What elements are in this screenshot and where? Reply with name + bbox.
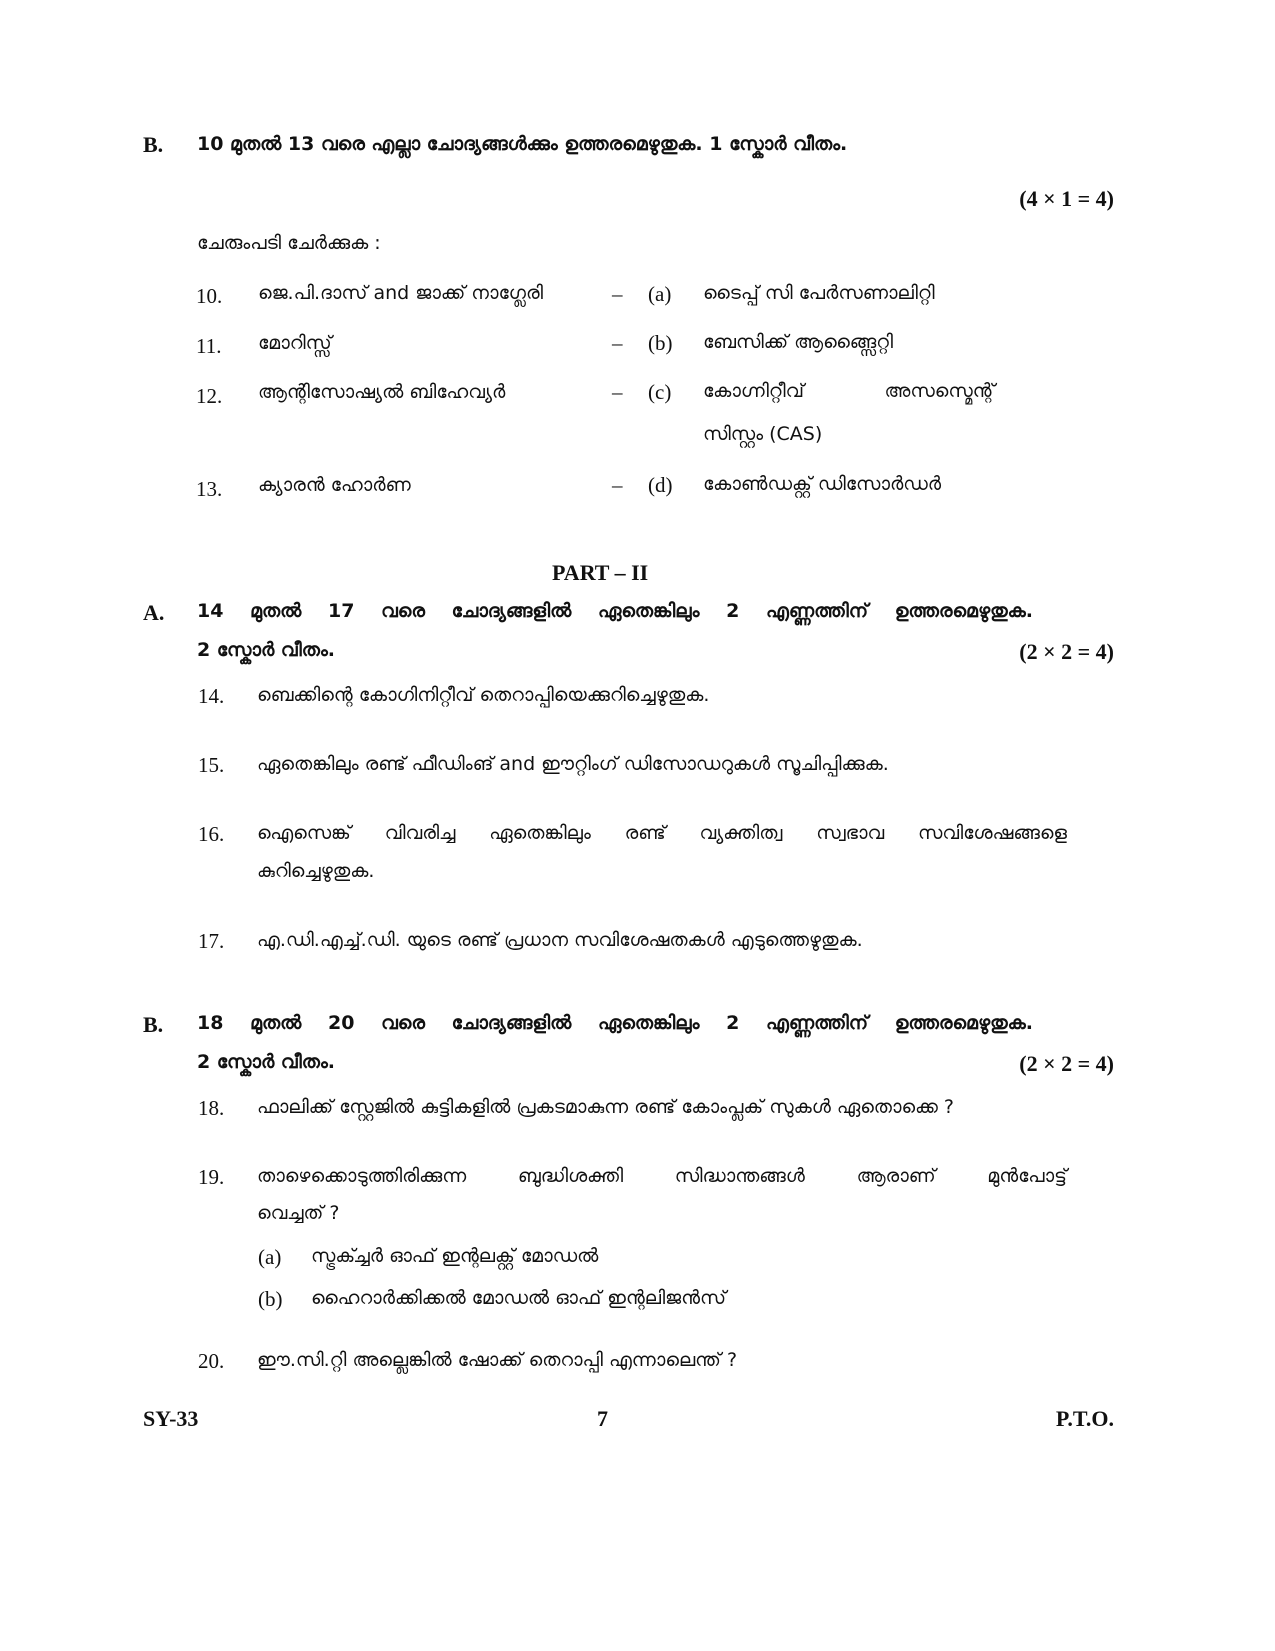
section-a-instruction: 14 മുതൽ 17 വരെ ചോദ്യങ്ങളിൽ ഏതെങ്കിലും 2 എണ്ണത്തിന് ഉത്തരമെഴുതുക.	[197, 600, 1033, 622]
match-row-12-key: (c)	[648, 380, 672, 404]
question-17-num: 17.	[198, 929, 225, 953]
match-row-10-right: ടൈപ്പ് സി പേർസണാലിറ്റി	[703, 282, 935, 304]
match-row-13-left: ക്യാരൻ ഹോർണ	[258, 474, 411, 496]
question-16-text: ഐസെങ്ക് വിവരിച്ച ഏതെങ്കിലും രണ്ട് വ്യക്തിത്വ സ്വഭാവ സവിശേഷങ്ങളെ	[257, 822, 1067, 844]
footer-pto: P.T.O.	[1055, 1406, 1114, 1431]
section-b2-instruction: 18 മുതൽ 20 വരെ ചോദ്യങ്ങളിൽ ഏതെങ്കിലും 2 എണ്ണത്തിന് ഉത്തരമെഴുതുക.	[197, 1012, 1033, 1034]
match-heading: ചേരുംപടി ചേർക്കുക :	[197, 232, 381, 254]
match-row-12-right: കോഗ്നിറ്റീവ് അസസ്മെന്റ്	[703, 380, 995, 402]
question-14-num: 14.	[198, 684, 225, 708]
question-14-text: ബെക്കിന്റെ കോഗിനിറ്റീവ് തെറാപ്പിയെക്കുറിച്ചെഴുതുക.	[257, 684, 710, 706]
question-20-num: 20.	[198, 1349, 225, 1373]
match-row-12-dash: –	[612, 380, 623, 404]
question-18-text: ഫാലിക്ക് സ്റ്റേജിൽ കുട്ടികളിൽ പ്രകടമാകുന്ന രണ്ട് കോംപ്ലക് സുകൾ ഏതൊക്കെ ?	[257, 1096, 954, 1118]
match-row-12-left: ആന്റിസോഷ്യൽ ബിഹേവ്യർ	[258, 381, 506, 403]
section-a-marks: (2 × 2 = 4)	[1019, 639, 1114, 664]
match-row-11-right: ബേസിക്ക് ആങ്ങ്സൈറ്റി	[703, 331, 894, 353]
match-row-12-num: 12.	[196, 384, 223, 408]
section-a-score-line: 2 സ്കോർ വീതം.	[197, 639, 335, 661]
match-row-10-num: 10.	[196, 284, 223, 308]
question-20-text: ഈ.സി.റ്റി അല്ലെങ്കിൽ ഷോക്ക് തെറാപ്പി എന്നാലെന്ത് ?	[257, 1349, 738, 1371]
question-16-text-cont: കുറിച്ചെഴുതുക.	[257, 860, 375, 882]
section-a-label: A.	[143, 600, 165, 625]
match-row-10-key: (a)	[648, 282, 672, 306]
section-b2-label: B.	[143, 1012, 164, 1037]
question-15-num: 15.	[198, 753, 225, 777]
match-row-13-dash: –	[612, 473, 623, 497]
question-15-text: ഏതെങ്കിലും രണ്ട് ഫീഡിംങ് and ഈറ്റിംഗ് ഡിസോഡറുകൾ സൂചിപ്പിക്കുക.	[257, 753, 889, 775]
section-b2-score-line: 2 സ്കോർ വീതം.	[197, 1051, 335, 1073]
match-row-11-left: മോറിസ്സ്	[258, 332, 332, 354]
match-row-13-num: 13.	[196, 477, 223, 501]
match-row-11-num: 11.	[196, 334, 222, 358]
footer-code: SY-33	[143, 1406, 199, 1431]
match-row-12-right-cont: സിസ്റ്റം (CAS)	[703, 423, 823, 445]
question-17-text: എ.ഡി.എച്ച്.ഡി. യുടെ രണ്ട് പ്രധാന സവിശേഷതകൾ എടുത്തെഴുതുക.	[257, 929, 863, 951]
section-b2-marks: (2 × 2 = 4)	[1019, 1051, 1114, 1076]
match-row-13-key: (d)	[648, 473, 673, 497]
match-row-13-right: കോൺഡക്റ്റ് ഡിസോർഡർ	[703, 473, 942, 495]
match-row-10-left: ജെ.പി.ദാസ് and ജാക്ക് നാഗ്ലേരി	[258, 282, 543, 304]
section-b1-instruction: 10 മുതൽ 13 വരെ എല്ലാ ചോദ്യങ്ങൾക്കും ഉത്തരമെഴുതുക. 1 സ്കോർ വീതം.	[197, 133, 848, 155]
question-19-option-a-text: സ്ട്രക്ച്ചർ ഓഫ് ഇന്റലക്റ്റ് മോഡൽ	[311, 1245, 599, 1267]
match-row-10-dash: –	[612, 282, 623, 306]
section-b1-marks: (4 × 1 = 4)	[1019, 186, 1114, 211]
question-19-option-b-key: (b)	[258, 1287, 283, 1311]
part-2-title: PART – II	[552, 560, 649, 585]
question-19-option-a-key: (a)	[258, 1245, 282, 1269]
section-b1-label: B.	[143, 132, 164, 157]
match-row-11-key: (b)	[648, 331, 673, 355]
question-19-text: താഴെക്കൊടുത്തിരിക്കുന്ന ബുദ്ധിശക്തി സിദ്ധാന്തങ്ങൾ ആരാണ് മുൻപോട്ട്	[257, 1165, 1067, 1187]
question-19-option-b-text: ഹൈറാർക്കിക്കൽ മോഡൽ ഓഫ് ഇന്റലിജൻസ്	[311, 1287, 727, 1309]
question-16-num: 16.	[198, 822, 225, 846]
footer-page-number: 7	[597, 1406, 608, 1431]
question-19-num: 19.	[198, 1165, 225, 1189]
question-19-text-cont: വെച്ചത് ?	[257, 1202, 340, 1224]
question-18-num: 18.	[198, 1096, 225, 1120]
match-row-11-dash: –	[612, 331, 623, 355]
